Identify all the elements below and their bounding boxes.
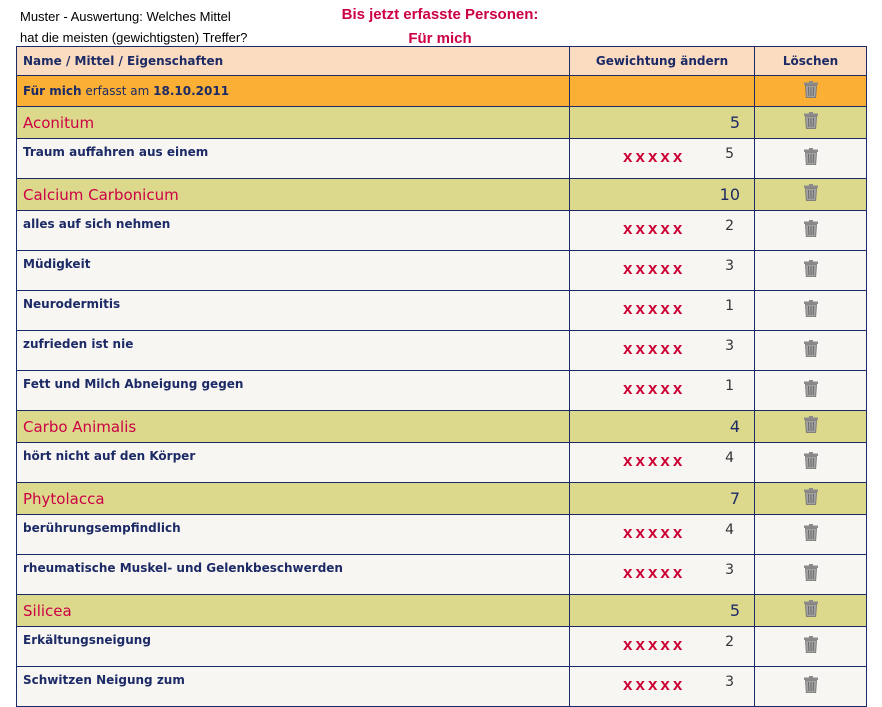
weight-mark-4[interactable]: x bbox=[660, 259, 672, 278]
delete-cell bbox=[755, 595, 867, 627]
weight-mark-3[interactable]: x bbox=[648, 635, 660, 654]
delete-cell bbox=[755, 211, 867, 251]
remedy-row bbox=[17, 595, 867, 627]
remedy-name: Aconitum bbox=[17, 107, 570, 139]
symptom-name: Traum auffahren aus einem bbox=[17, 139, 570, 179]
weight-mark-1[interactable]: x bbox=[623, 147, 635, 166]
weight-mark-2[interactable]: x bbox=[635, 451, 647, 470]
weight-mark-2[interactable]: x bbox=[635, 147, 647, 166]
weight-mark-5[interactable]: x bbox=[673, 675, 685, 694]
weight-value: 4 bbox=[725, 450, 734, 466]
symptom-name: Schwitzen Neigung zum bbox=[17, 667, 570, 707]
symptom-name: berührungsempfindlich bbox=[17, 515, 570, 555]
delete-cell bbox=[755, 667, 867, 707]
weight-mark-5[interactable]: x bbox=[673, 339, 685, 358]
delete-cell bbox=[755, 371, 867, 411]
weight-selector[interactable] bbox=[623, 219, 685, 239]
symptom-row bbox=[17, 555, 867, 595]
weight-selector[interactable] bbox=[623, 339, 685, 359]
weight-selector[interactable] bbox=[623, 147, 685, 167]
table-header-row bbox=[17, 47, 867, 76]
symptom-row bbox=[17, 331, 867, 371]
symptom-row bbox=[17, 251, 867, 291]
trash-icon[interactable] bbox=[803, 524, 819, 545]
symptom-name: Müdigkeit bbox=[17, 251, 570, 291]
weight-mark-2[interactable]: x bbox=[635, 299, 647, 318]
weight-mark-5[interactable]: x bbox=[673, 523, 685, 542]
delete-cell bbox=[755, 627, 867, 667]
weight-mark-5[interactable]: x bbox=[673, 219, 685, 238]
trash-icon[interactable] bbox=[803, 380, 819, 401]
weight-mark-4[interactable]: x bbox=[660, 147, 672, 166]
weight-mark-3[interactable]: x bbox=[648, 299, 660, 318]
delete-cell bbox=[755, 555, 867, 595]
person-name: Für mich bbox=[23, 84, 82, 98]
captured-label: erfasst am bbox=[85, 84, 149, 98]
weight-mark-1[interactable]: x bbox=[623, 451, 635, 470]
trash-icon[interactable] bbox=[803, 260, 819, 281]
delete-cell bbox=[755, 411, 867, 443]
remedy-name: Phytolacca bbox=[17, 483, 570, 515]
delete-cell bbox=[755, 139, 867, 179]
weight-mark-2[interactable]: x bbox=[635, 259, 647, 278]
trash-icon[interactable] bbox=[803, 488, 819, 509]
weight-mark-5[interactable]: x bbox=[673, 259, 685, 278]
symptom-row bbox=[17, 139, 867, 179]
remedy-total: 7 bbox=[570, 483, 755, 515]
weight-selector[interactable] bbox=[623, 379, 685, 399]
weight-mark-2[interactable]: x bbox=[635, 635, 647, 654]
weight-cell bbox=[570, 515, 755, 555]
symptom-row bbox=[17, 371, 867, 411]
trash-icon[interactable] bbox=[803, 148, 819, 169]
weight-mark-5[interactable]: x bbox=[673, 635, 685, 654]
weight-mark-5[interactable]: x bbox=[673, 563, 685, 582]
remedy-name: Calcium Carbonicum bbox=[17, 179, 570, 211]
weight-mark-1[interactable]: x bbox=[623, 339, 635, 358]
symptom-row bbox=[17, 291, 867, 331]
symptom-row bbox=[17, 443, 867, 483]
weight-mark-4[interactable]: x bbox=[660, 635, 672, 654]
trash-icon[interactable] bbox=[803, 600, 819, 621]
delete-cell bbox=[755, 515, 867, 555]
weight-cell bbox=[570, 291, 755, 331]
weight-value: 3 bbox=[725, 338, 734, 354]
weight-value: 4 bbox=[725, 522, 734, 538]
weight-cell bbox=[570, 667, 755, 707]
trash-icon[interactable] bbox=[803, 452, 819, 473]
person-weight-cell bbox=[570, 76, 755, 107]
symptom-name: alles auf sich nehmen bbox=[17, 211, 570, 251]
subtitle-line-1: Muster - Auswertung: Welches Mittel bbox=[20, 6, 247, 27]
remedy-name: Silicea bbox=[17, 595, 570, 627]
remedy-total: 10 bbox=[570, 179, 755, 211]
trash-icon[interactable] bbox=[803, 676, 819, 697]
current-person-link[interactable]: Für mich bbox=[330, 27, 550, 51]
weight-value: 3 bbox=[725, 674, 734, 690]
remedy-row bbox=[17, 483, 867, 515]
weight-mark-3[interactable]: x bbox=[648, 563, 660, 582]
weight-cell bbox=[570, 371, 755, 411]
weight-mark-2[interactable]: x bbox=[635, 563, 647, 582]
symptom-row bbox=[17, 667, 867, 707]
trash-icon[interactable] bbox=[803, 81, 819, 101]
weight-mark-4[interactable]: x bbox=[660, 299, 672, 318]
trash-icon[interactable] bbox=[803, 300, 819, 321]
column-header-name: Name / Mittel / Eigenschaften bbox=[17, 47, 570, 76]
results-table bbox=[16, 46, 867, 707]
weight-mark-1[interactable]: x bbox=[623, 523, 635, 542]
column-header-weight: Gewichtung ändern bbox=[570, 47, 755, 76]
remedy-row bbox=[17, 179, 867, 211]
weight-selector[interactable] bbox=[623, 635, 685, 655]
weight-mark-2[interactable]: x bbox=[635, 675, 647, 694]
trash-icon[interactable] bbox=[803, 416, 819, 437]
weight-mark-3[interactable]: x bbox=[648, 147, 660, 166]
weight-mark-2[interactable]: x bbox=[635, 219, 647, 238]
weight-mark-3[interactable]: x bbox=[648, 379, 660, 398]
remedy-total: 4 bbox=[570, 411, 755, 443]
weight-mark-3[interactable]: x bbox=[648, 523, 660, 542]
weight-mark-4[interactable]: x bbox=[660, 675, 672, 694]
weight-value: 3 bbox=[725, 258, 734, 274]
weight-cell bbox=[570, 555, 755, 595]
weight-value: 1 bbox=[725, 298, 734, 314]
trash-icon[interactable] bbox=[803, 112, 819, 133]
weight-selector[interactable] bbox=[623, 451, 685, 471]
remedy-total: 5 bbox=[570, 107, 755, 139]
weight-mark-2[interactable]: x bbox=[635, 523, 647, 542]
weight-selector[interactable] bbox=[623, 523, 685, 543]
person-cell bbox=[17, 76, 570, 107]
weight-value: 2 bbox=[725, 218, 734, 234]
weight-mark-2[interactable]: x bbox=[635, 379, 647, 398]
delete-cell bbox=[755, 331, 867, 371]
weight-cell bbox=[570, 211, 755, 251]
weight-mark-1[interactable]: x bbox=[623, 379, 635, 398]
weight-cell bbox=[570, 139, 755, 179]
weight-selector[interactable] bbox=[623, 563, 685, 583]
delete-cell bbox=[755, 251, 867, 291]
trash-icon[interactable] bbox=[803, 184, 819, 205]
weight-value: 3 bbox=[725, 562, 734, 578]
weight-mark-3[interactable]: x bbox=[648, 219, 660, 238]
weight-mark-5[interactable]: x bbox=[673, 379, 685, 398]
symptom-row bbox=[17, 211, 867, 251]
weight-mark-1[interactable]: x bbox=[623, 635, 635, 654]
persons-title: Bis jetzt erfasste Personen: bbox=[330, 3, 550, 27]
delete-cell bbox=[755, 76, 867, 107]
trash-icon[interactable] bbox=[803, 220, 819, 241]
symptom-name: Fett und Milch Abneigung gegen bbox=[17, 371, 570, 411]
weight-cell bbox=[570, 331, 755, 371]
remedy-total: 5 bbox=[570, 595, 755, 627]
weight-value: 2 bbox=[725, 634, 734, 650]
column-header-delete: Löschen bbox=[755, 47, 867, 76]
weight-mark-5[interactable]: x bbox=[673, 299, 685, 318]
weight-mark-5[interactable]: x bbox=[673, 451, 685, 470]
symptom-name: Erkältungsneigung bbox=[17, 627, 570, 667]
remedy-row bbox=[17, 107, 867, 139]
weight-mark-4[interactable]: x bbox=[660, 563, 672, 582]
weight-mark-3[interactable]: x bbox=[648, 675, 660, 694]
symptom-name: zufrieden ist nie bbox=[17, 331, 570, 371]
delete-cell bbox=[755, 107, 867, 139]
weight-mark-4[interactable]: x bbox=[660, 219, 672, 238]
remedy-row bbox=[17, 411, 867, 443]
captured-date: 18.10.2011 bbox=[153, 84, 229, 98]
trash-icon[interactable] bbox=[803, 564, 819, 585]
weight-mark-1[interactable]: x bbox=[623, 675, 635, 694]
symptom-row bbox=[17, 515, 867, 555]
person-row bbox=[17, 76, 867, 107]
weight-value: 1 bbox=[725, 378, 734, 394]
weight-mark-4[interactable]: x bbox=[660, 523, 672, 542]
weight-mark-4[interactable]: x bbox=[660, 379, 672, 398]
delete-cell bbox=[755, 483, 867, 515]
weight-mark-3[interactable]: x bbox=[648, 451, 660, 470]
weight-cell bbox=[570, 627, 755, 667]
weight-value: 5 bbox=[725, 146, 734, 162]
delete-cell bbox=[755, 291, 867, 331]
remedy-name: Carbo Animalis bbox=[17, 411, 570, 443]
delete-cell bbox=[755, 443, 867, 483]
weight-mark-4[interactable]: x bbox=[660, 451, 672, 470]
weight-mark-3[interactable]: x bbox=[648, 339, 660, 358]
weight-mark-1[interactable]: x bbox=[623, 299, 635, 318]
weight-selector[interactable] bbox=[623, 675, 685, 695]
weight-cell bbox=[570, 251, 755, 291]
weight-mark-2[interactable]: x bbox=[635, 339, 647, 358]
symptom-name: rheumatische Muskel- und Gelenkbeschwerden bbox=[17, 555, 570, 595]
weight-mark-3[interactable]: x bbox=[648, 259, 660, 278]
subtitle-line-2: hat die meisten (gewichtigsten) Treffer? bbox=[20, 27, 247, 48]
weight-cell bbox=[570, 443, 755, 483]
weight-selector[interactable] bbox=[623, 259, 685, 279]
weight-mark-4[interactable]: x bbox=[660, 339, 672, 358]
weight-mark-1[interactable]: x bbox=[623, 563, 635, 582]
weight-mark-5[interactable]: x bbox=[673, 147, 685, 166]
delete-cell bbox=[755, 179, 867, 211]
weight-mark-1[interactable]: x bbox=[623, 259, 635, 278]
trash-icon[interactable] bbox=[803, 340, 819, 361]
persons-panel bbox=[330, 3, 550, 51]
weight-selector[interactable] bbox=[623, 299, 685, 319]
symptom-row bbox=[17, 627, 867, 667]
symptom-name: Neurodermitis bbox=[17, 291, 570, 331]
weight-mark-1[interactable]: x bbox=[623, 219, 635, 238]
page-description bbox=[20, 6, 247, 48]
symptom-name: hört nicht auf den Körper bbox=[17, 443, 570, 483]
